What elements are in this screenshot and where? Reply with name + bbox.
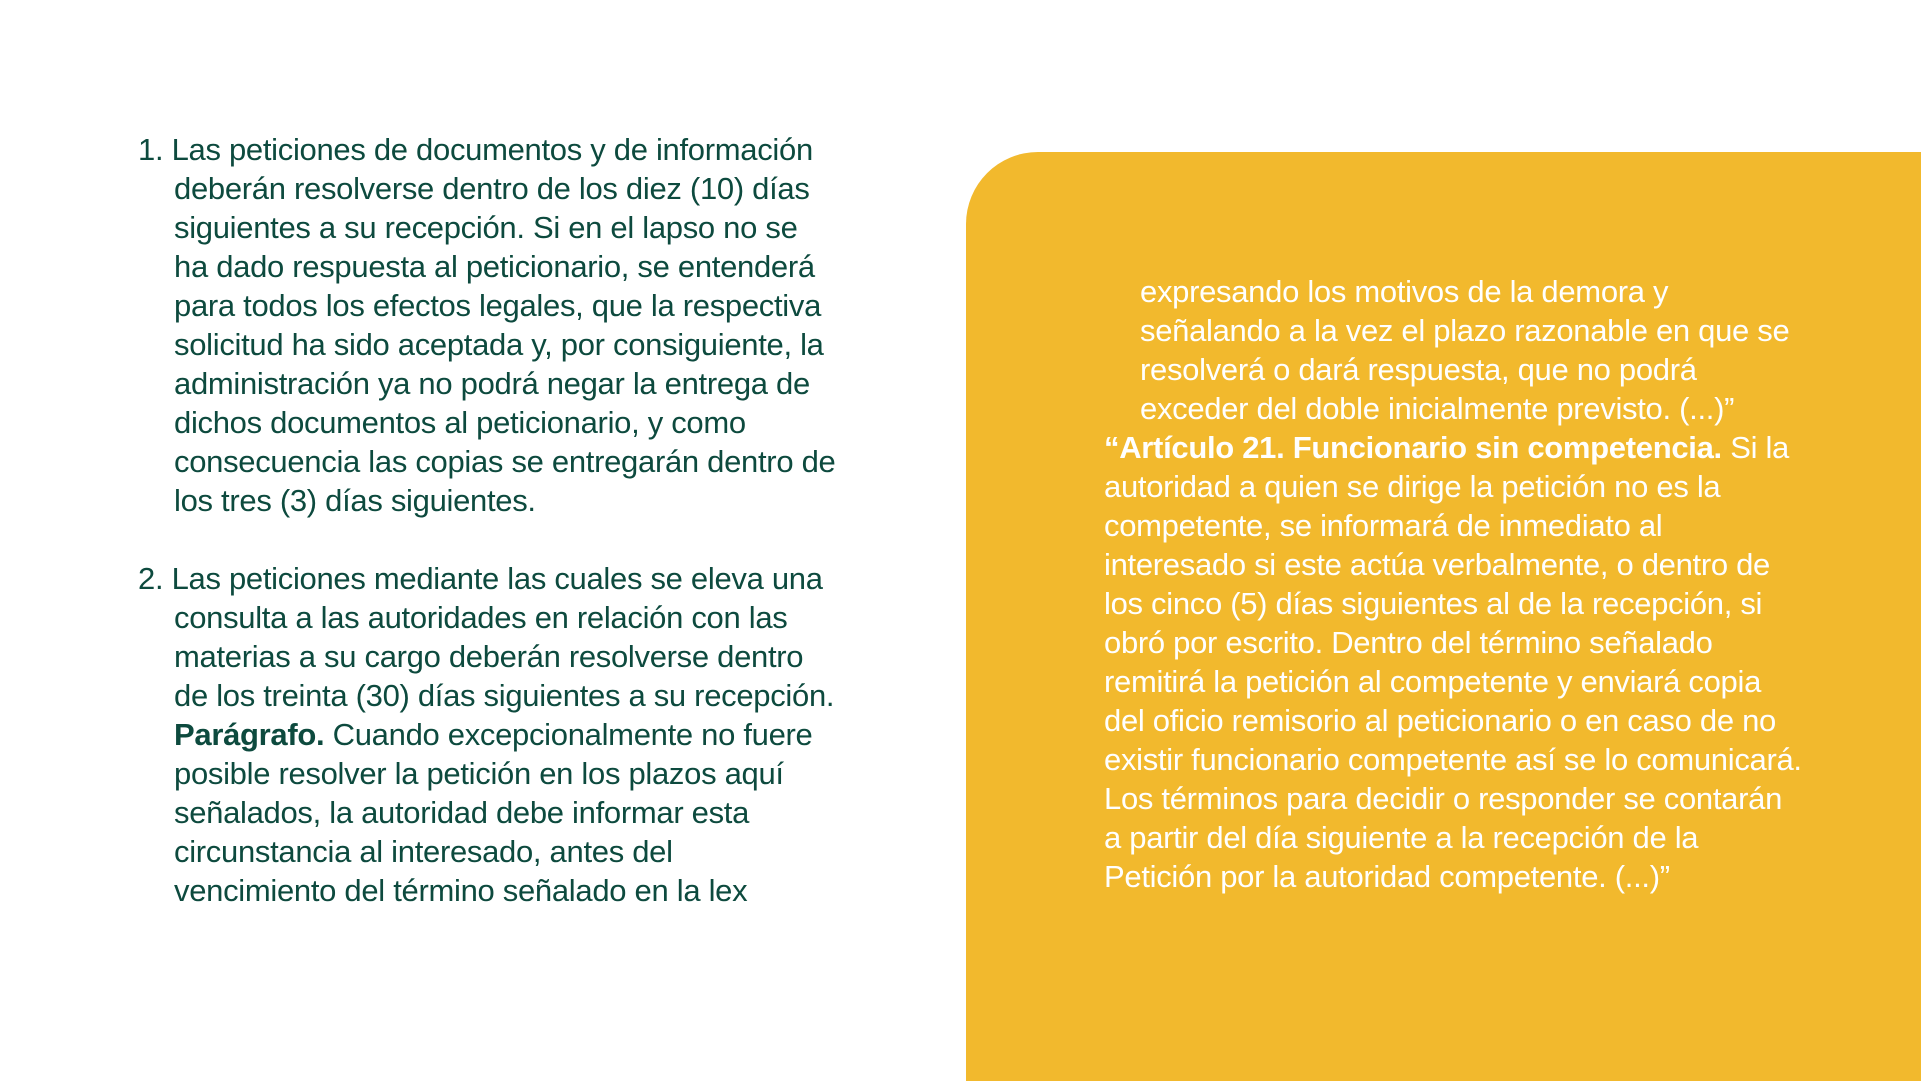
- article-21-text: Si la autoridad a quien se dirige la petición no es la competente, se informará de inmediato al interesado si este actúa verbalmente, o dentro de los cinco (5) días siguientes al de la recepción, si obró por escrito. Dentro del término señalado remitirá la petición al competente y enviará copia del oficio remisorio al peticionario o en caso de no existir funcionario competente así se lo comunicará. Los términos para decidir o responder se contarán a partir del día siguiente a la recepción de la Petición por la autoridad competente. (...)”: [1104, 430, 1802, 894]
- paragrafo-label: Parágrafo.: [174, 717, 325, 752]
- continuation-text: expresando los motivos de la demora y señalando a la vez el plazo razonable en que se resolverá o dará respuesta, que no podrá exceder del doble inicialmente previsto. (...)”: [1140, 274, 1790, 426]
- list-item-2: 2. Las peticiones mediante las cuales se eleva una consulta a las autoridades en relación con las materias a su cargo deberán resolverse dentro de los treinta (30) días siguientes a su recepción.: [138, 561, 835, 713]
- paragrafo-block: [138, 715, 838, 910]
- article-21-block: [1104, 428, 1804, 896]
- article-21-label: “Artículo 21. Funcionario sin competencia.: [1104, 430, 1722, 465]
- paragrafo-text: Cuando excepcionalmente no fuere posible resolver la petición en los plazos aquí señalados, la autoridad debe informar esta circunstancia al interesado, antes del vencimiento del término señalado en la lex: [174, 717, 813, 908]
- left-text-column: [138, 130, 838, 910]
- list-item-1: 1. Las peticiones de documentos y de información deberán resolverse dentro de los diez (10) días siguientes a su recepción. Si en el lapso no se ha dado respuesta al peticionario, se entenderá para todos los efectos legales, que la respectiva solicitud ha sido aceptada y, por consiguiente, la administración ya no podrá negar la entrega de dichos documentos al peticionario, y como consecuencia las copias se entregarán dentro de los tres (3) días siguientes.: [138, 132, 836, 518]
- panel-text-column: [1104, 272, 1804, 896]
